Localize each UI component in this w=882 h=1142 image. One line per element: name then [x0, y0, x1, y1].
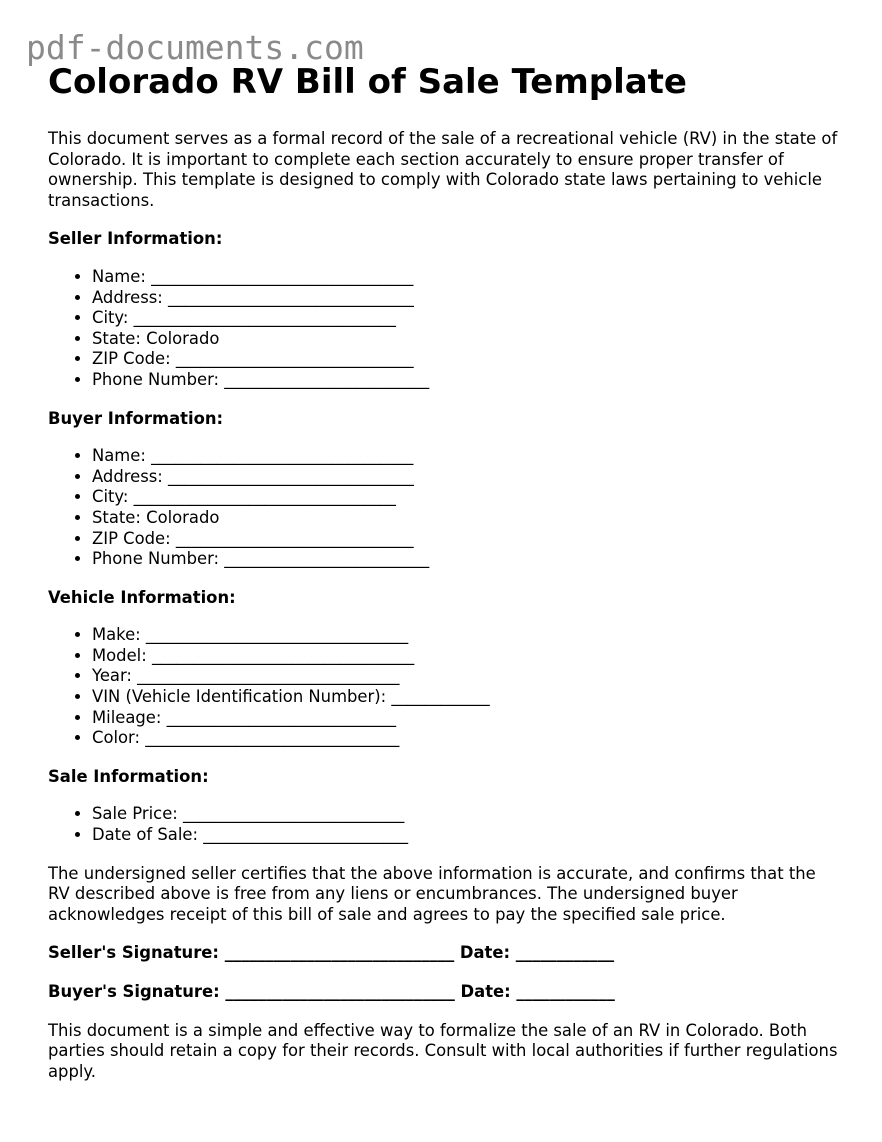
page-title: Colorado RV Bill of Sale Template — [48, 62, 687, 102]
seller-state-field: • State: Colorado — [92, 329, 838, 350]
seller-field-list — [48, 267, 838, 391]
seller-section-heading: Seller Information: — [48, 229, 223, 249]
vehicle-model-field: • Model: ________________________________ — [92, 646, 838, 667]
site-watermark: pdf-documents.com — [26, 28, 364, 67]
sale-price-field: • Sale Price: ___________________________ — [92, 804, 838, 825]
vehicle-year-field: • Year: ________________________________ — [92, 666, 838, 687]
closing-paragraph: This document is a simple and effective way to formalize the sale of an RV in Colorado. Both parties should retain a copy for their records. Consult with local authorities if further regulations apply. — [48, 1020, 838, 1081]
sale-date-field: • Date of Sale: _________________________ — [92, 825, 838, 846]
document-page — [48, 60, 838, 1082]
buyer-signature-line: Buyer's Signature: ____________________________ Date: ____________ — [48, 982, 615, 1001]
vehicle-mileage-field: • Mileage: ____________________________ — [92, 708, 838, 729]
buyer-section-heading: Buyer Information: — [48, 408, 224, 428]
buyer-address-field: • Address: ______________________________ — [92, 467, 838, 488]
seller-address-field: • Address: ______________________________ — [92, 288, 838, 309]
seller-signature-line: Seller's Signature: ____________________________ Date: ____________ — [48, 943, 615, 963]
vehicle-vin-field: • VIN (Vehicle Identification Number): ____________ — [92, 687, 838, 708]
intro-paragraph: This document serves as a formal record of the sale of a recreational vehicle (RV) in the state of Colorado. It is important to complete each section accurately to ensure proper transfer of ownership. This template is designed to comply with Colorado state laws pertaining to vehicle transactions. — [48, 129, 838, 210]
sale-section-heading: Sale Information: — [48, 766, 209, 786]
buyer-state-field: • State: Colorado — [92, 508, 838, 529]
vehicle-make-field: • Make: ________________________________ — [92, 625, 838, 646]
buyer-name-field: • Name: ________________________________ — [92, 446, 838, 467]
seller-name-field: • Name: ________________________________ — [92, 267, 838, 288]
vehicle-color-field: • Color: _______________________________ — [92, 728, 838, 749]
seller-phone-field: • Phone Number: _________________________ — [92, 370, 838, 391]
buyer-zip-field: • ZIP Code: _____________________________ — [92, 529, 838, 550]
vehicle-field-list — [48, 625, 838, 749]
buyer-phone-field: • Phone Number: _________________________ — [92, 549, 838, 570]
seller-zip-field: • ZIP Code: _____________________________ — [92, 349, 838, 370]
seller-city-field: • City: ________________________________ — [92, 308, 838, 329]
buyer-city-field: • City: ________________________________ — [92, 487, 838, 508]
sale-field-list — [48, 804, 838, 845]
vehicle-section-heading: Vehicle Information: — [48, 587, 236, 607]
buyer-field-list — [48, 446, 838, 570]
certification-paragraph: The undersigned seller certifies that the above information is accurate, and confirms that the RV described above is free from any liens or encumbrances. The undersigned buyer acknowledges receipt of this bill of sale and agrees to pay the specified sale price. — [48, 863, 816, 924]
